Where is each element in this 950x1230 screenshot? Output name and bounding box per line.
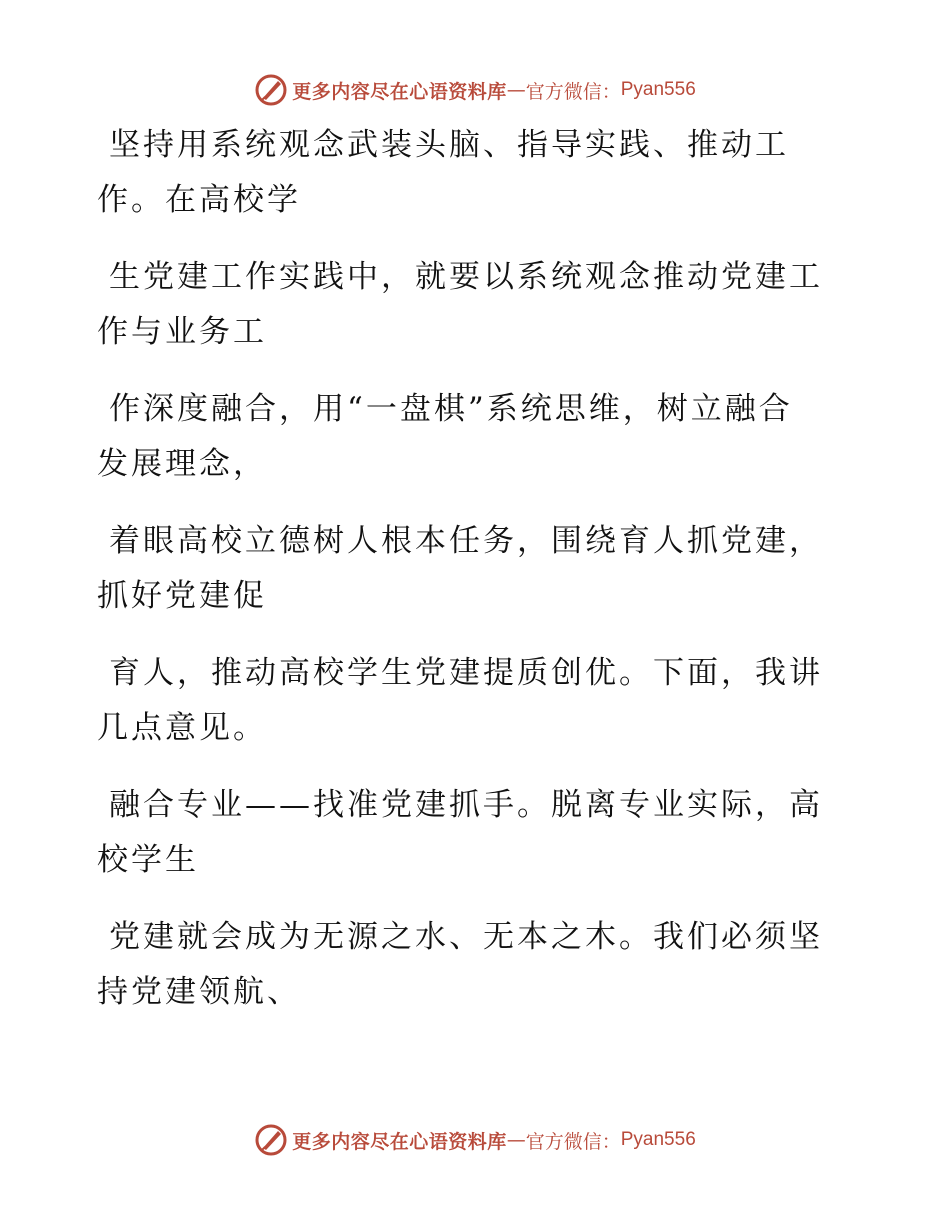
banner-brand-text: 更多内容尽在心语资料库 — [292, 80, 507, 103]
paragraph-line: 作。在高校学 — [97, 182, 301, 218]
quill-seal-icon — [254, 1123, 288, 1157]
paragraph — [97, 514, 837, 624]
paragraph — [97, 910, 837, 1020]
header-banner — [0, 70, 950, 110]
paragraph — [97, 778, 837, 888]
document-body — [97, 118, 837, 1042]
banner-separator: — — [506, 1129, 526, 1151]
banner-wechat-label: 官方微信： — [525, 80, 621, 103]
paragraph-line: 校学生 — [97, 842, 199, 878]
quill-seal-icon — [254, 73, 288, 107]
paragraph-line: 作深度融合，用“一盘棋”系统思维，树立融合 — [109, 391, 793, 427]
paragraph-line: 育人，推动高校学生党建提质创优。下面，我讲 — [109, 655, 823, 691]
banner-wechat-id: Pyan556 — [620, 1129, 696, 1150]
banner-separator: — — [506, 79, 526, 101]
paragraph-line: 抓好党建促 — [97, 578, 267, 614]
paragraph-line: 持党建领航、 — [97, 974, 301, 1010]
paragraph-line: 党建就会成为无源之水、无本之木。我们必须坚 — [109, 919, 823, 955]
paragraph-line: 融合专业——找准党建抓手。脱离专业实际，高 — [109, 787, 823, 823]
footer-banner — [0, 1120, 950, 1160]
paragraph — [97, 118, 837, 228]
paragraph-line: 作与业务工 — [97, 314, 267, 350]
paragraph-line: 着眼高校立德树人根本任务，围绕育人抓党建， — [109, 523, 823, 559]
paragraph-line: 发展理念， — [97, 446, 267, 482]
paragraph — [97, 382, 837, 492]
paragraph — [97, 646, 837, 756]
banner-wechat-label: 官方微信： — [525, 1130, 621, 1153]
paragraph-line: 生党建工作实践中，就要以系统观念推动党建工 — [109, 259, 823, 295]
paragraph — [97, 250, 837, 360]
paragraph-line: 几点意见。 — [97, 710, 267, 746]
paragraph-line: 坚持用系统观念武装头脑、指导实践、推动工 — [109, 127, 789, 163]
banner-brand-text: 更多内容尽在心语资料库 — [292, 1130, 507, 1153]
banner-wechat-id: Pyan556 — [620, 79, 696, 100]
